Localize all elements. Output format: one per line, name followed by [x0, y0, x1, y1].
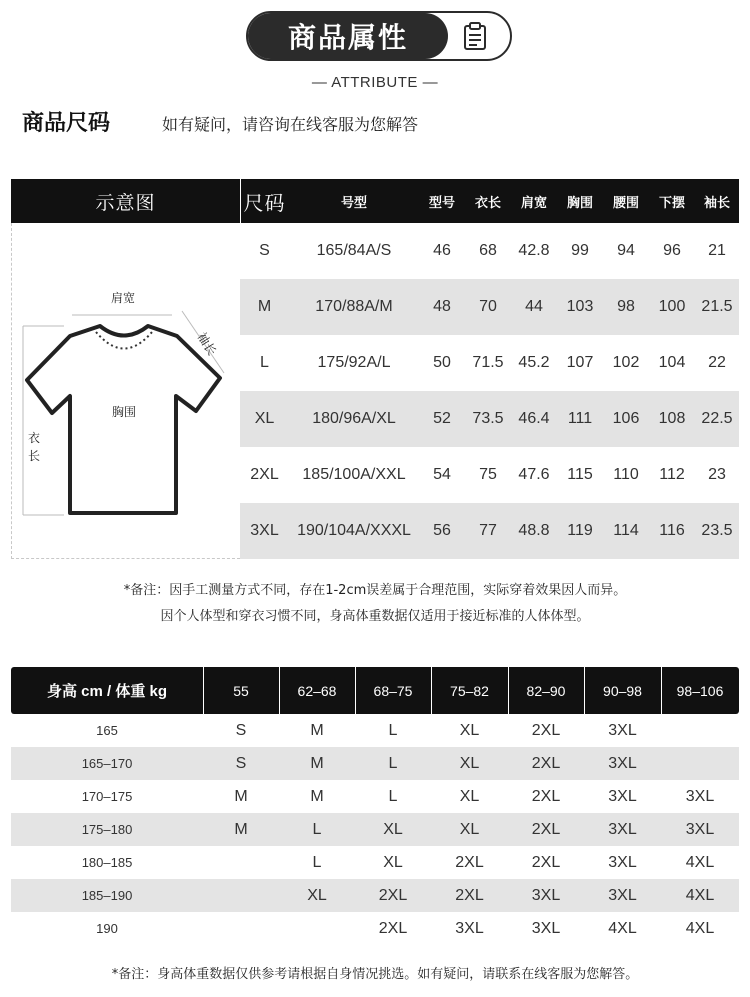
table-cell: S [235, 721, 247, 739]
table-row [11, 912, 739, 945]
col-header: 82–90 [526, 682, 566, 699]
table-cell: 102 [612, 354, 640, 371]
clipboard-icon [460, 21, 490, 51]
table-cell: 190 [96, 921, 118, 936]
table-cell: S [235, 754, 247, 772]
table-cell: 2XL [455, 886, 484, 904]
table-row [11, 747, 739, 780]
table-cell: 180–185 [81, 855, 133, 870]
size-diagram [11, 223, 240, 559]
table-cell: 2XL [378, 919, 408, 937]
col-header: 胸围 [566, 195, 593, 211]
table-row [240, 279, 739, 335]
table-cell: 21 [708, 242, 726, 259]
table-cell: 3XL [608, 886, 637, 904]
table-cell: 75 [479, 466, 497, 483]
table-cell: 54 [433, 466, 451, 483]
table-cell: 99 [571, 242, 589, 259]
table-cell: 4XL [685, 853, 715, 871]
table-cell: 71.5 [472, 354, 504, 371]
table-cell: 21.5 [701, 298, 733, 315]
table-cell: 46 [433, 242, 451, 259]
table-cell: 108 [658, 410, 686, 427]
table-cell: XL [459, 754, 480, 772]
attribute-title: 商品属性 [248, 13, 448, 59]
table-cell: 3XL [685, 820, 715, 838]
col-header: 68–75 [373, 682, 413, 699]
table-cell: 3XL [531, 886, 561, 904]
table-cell: M [234, 820, 248, 838]
table-cell: 3XL [608, 853, 637, 871]
col-header: 袖长 [703, 195, 730, 211]
col-header: 90–98 [603, 682, 642, 699]
table-cell: 3XL [455, 919, 484, 937]
tshirt-icon [12, 223, 241, 559]
table-row [11, 714, 739, 747]
table-cell: 119 [567, 522, 593, 539]
table-row [11, 846, 739, 879]
table-cell: XL [459, 721, 480, 739]
table-cell: XL [307, 886, 327, 904]
table-cell: M [310, 721, 324, 739]
table-row [240, 223, 739, 279]
table-cell: 22.5 [701, 410, 733, 427]
attribute-subtitle: — ATTRIBUTE — [311, 74, 439, 91]
table-cell: 2XL [455, 853, 484, 871]
col-header: 腰围 [612, 195, 639, 211]
table-cell: XL [383, 853, 403, 871]
table-cell [203, 846, 279, 879]
table-cell: 165–170 [81, 756, 133, 771]
table-cell: 2XL [531, 853, 561, 871]
table-cell: 56 [433, 522, 451, 539]
table-cell: 48 [433, 298, 451, 315]
table-row [11, 813, 739, 846]
table-cell: M [257, 298, 272, 315]
table-cell: 103 [566, 298, 594, 315]
table-cell: 3XL [250, 522, 279, 539]
table-cell: 170/88A/M [315, 298, 393, 315]
table-cell: XL [459, 787, 480, 805]
size-table-body [240, 223, 739, 559]
table-cell: 2XL [378, 886, 408, 904]
table-cell: XL [254, 410, 275, 427]
table-cell: XL [383, 820, 403, 838]
table-cell: 185–190 [81, 888, 133, 903]
table-cell: 180/96A/XL [312, 410, 396, 427]
table-cell: 48.8 [518, 522, 550, 539]
table-row [240, 391, 739, 447]
table-cell: 4XL [685, 886, 715, 904]
attribute-header-badge [246, 11, 512, 61]
col-header: 肩宽 [520, 195, 547, 211]
table-cell: 175/92A/L [317, 354, 391, 371]
table-cell: 112 [659, 466, 685, 483]
table-cell: L [388, 787, 398, 805]
table-cell [661, 714, 739, 747]
table-cell: 3XL [608, 820, 637, 838]
col-header: 号型 [340, 195, 367, 211]
table-cell: L [388, 721, 398, 739]
table-cell: XL [459, 820, 480, 838]
table-cell: 107 [566, 354, 594, 371]
table-cell [203, 912, 279, 945]
shoulder-label: 肩宽 [111, 291, 136, 305]
table-cell: 3XL [531, 919, 561, 937]
section-title: 商品尺码 [22, 111, 111, 136]
table-cell [203, 879, 279, 912]
table-cell: 3XL [685, 787, 715, 805]
table-cell [279, 912, 355, 945]
col-header: 62–68 [297, 682, 337, 699]
table-cell: 23 [708, 466, 726, 483]
sleeve-label: 袖长 [194, 330, 220, 358]
diagram-header: 示意图 [95, 191, 156, 214]
table-cell: 46.4 [518, 410, 550, 427]
table-row [11, 879, 739, 912]
table-row [240, 335, 739, 391]
table-cell: 4XL [608, 919, 637, 937]
table-cell: 3XL [608, 754, 637, 772]
measurement-note: *备注：因手工测量方式不同，存在1-2cm误差属于合理范围，实际穿着效果因人而异。 [123, 583, 627, 598]
table-cell: 3XL [608, 721, 637, 739]
table-cell: 165/84A/S [316, 242, 392, 259]
table-cell: 98 [617, 298, 635, 315]
table-cell: 106 [612, 410, 640, 427]
table-cell: 47.6 [518, 466, 550, 483]
table-cell: 115 [567, 466, 593, 483]
col-header: 75–82 [450, 682, 489, 699]
table-cell: 100 [658, 298, 686, 315]
table-cell: L [312, 820, 322, 838]
table-cell: 68 [479, 242, 497, 259]
col-header: 身高 cm / 体重 kg [46, 683, 168, 700]
col-header: 55 [233, 682, 249, 699]
table-cell: 111 [567, 410, 593, 427]
size-table-header [11, 179, 739, 223]
table-row [240, 447, 739, 503]
section-hint: 如有疑问，请咨询在线客服为您解答 [162, 115, 419, 134]
col-header: 98–106 [676, 682, 724, 699]
col-header: 尺码 [243, 190, 286, 215]
table-cell: 114 [613, 522, 639, 539]
table-cell: S [259, 242, 270, 259]
table-cell: 190/104A/XXXL [297, 522, 411, 539]
col-header: 下摆 [658, 195, 685, 211]
table-cell: 2XL [531, 820, 561, 838]
table-cell: L [312, 853, 322, 871]
table-cell: 94 [617, 242, 635, 259]
table-cell: 96 [663, 242, 681, 259]
table-cell: 2XL [250, 466, 279, 483]
table-cell: 4XL [685, 919, 715, 937]
table-cell: 70 [479, 298, 497, 315]
table-cell: 170–175 [81, 789, 133, 804]
table-cell: 73.5 [472, 410, 504, 427]
table-cell: 44 [525, 298, 543, 315]
chest-label: 胸围 [112, 405, 137, 419]
table-cell: 3XL [608, 787, 637, 805]
table-cell: 42.8 [518, 242, 550, 259]
col-header: 型号 [428, 195, 455, 211]
table-cell: 104 [658, 354, 686, 371]
height-weight-table-header [11, 667, 739, 714]
table-cell: M [234, 787, 248, 805]
table-cell [661, 747, 739, 780]
table-cell: 50 [433, 354, 451, 371]
table-cell: L [388, 754, 398, 772]
table-cell: 2XL [531, 787, 561, 805]
table-cell: 52 [433, 410, 451, 427]
table-cell: 23.5 [701, 522, 733, 539]
table-cell: 165 [96, 723, 118, 738]
footer-note: *备注：身高体重数据仅供参考请根据自身情况挑选。如有疑问，请联系在线客服为您解答。 [111, 967, 639, 982]
table-cell: 22 [708, 354, 726, 371]
body-type-note: 因个人体型和穿衣习惯不同，身高体重数据仅适用于接近标准的人体体型。 [160, 609, 590, 624]
table-cell: 116 [659, 522, 685, 539]
table-cell: 175–180 [81, 822, 133, 837]
table-cell: 185/100A/XXL [302, 466, 406, 483]
table-cell: 110 [613, 466, 639, 483]
table-cell: 2XL [531, 754, 561, 772]
table-row [240, 503, 739, 559]
table-cell: M [310, 754, 324, 772]
table-cell: 77 [479, 522, 497, 539]
col-header: 衣长 [474, 195, 501, 211]
table-cell: 2XL [531, 721, 561, 739]
table-row [11, 780, 739, 813]
table-cell: M [310, 787, 324, 805]
table-cell: 45.2 [518, 354, 550, 371]
table-cell: L [260, 354, 269, 371]
length-label: 衣长 [28, 431, 41, 463]
